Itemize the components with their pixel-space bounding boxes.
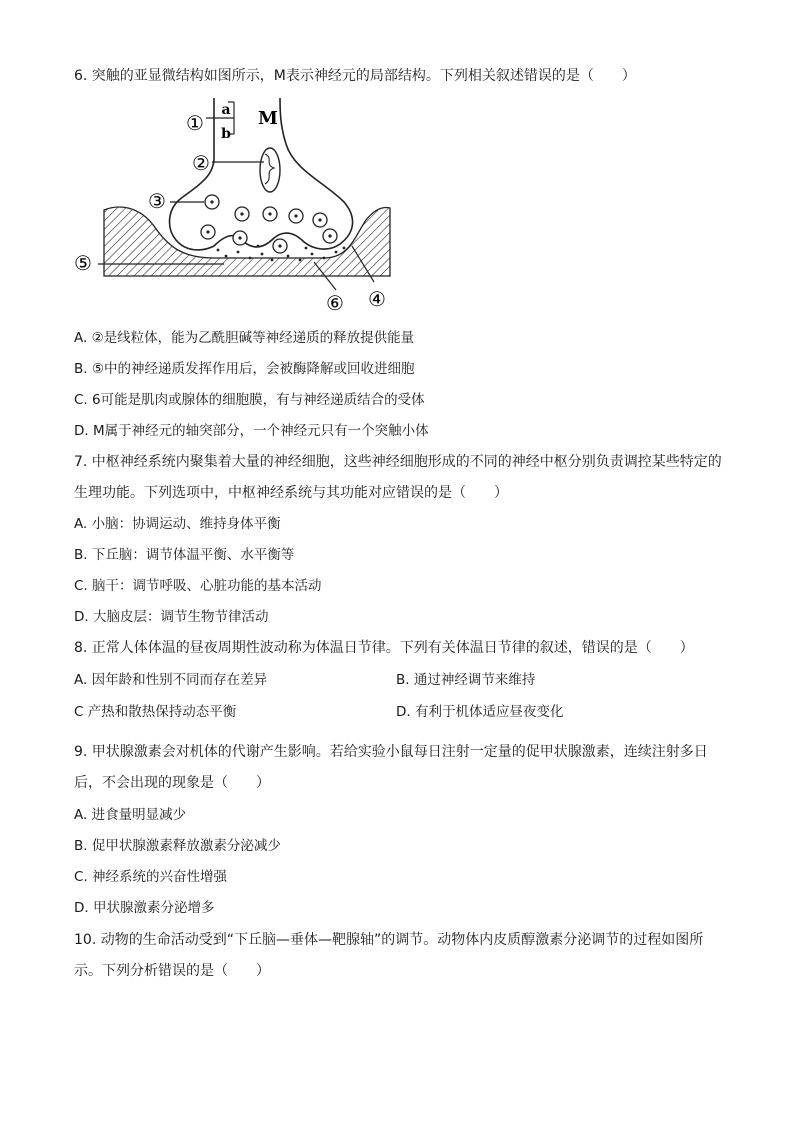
q6-option-c: C. 6可能是肌肉或腺体的细胞膜，有与神经递质结合的受体 [74, 392, 425, 408]
label-3: ③ [148, 189, 166, 213]
label-m: M [258, 108, 278, 129]
label-2: ② [192, 151, 210, 175]
label-5: ⑤ [74, 251, 92, 275]
q7-option-c: C. 脑干：调节呼吸、心脏功能的基本活动 [74, 578, 322, 594]
label-1: ① [186, 111, 204, 135]
q9-option-d: D. 甲状腺激素分泌增多 [74, 900, 215, 916]
q6-option-d: D. M属于神经元的轴突部分，一个神经元只有一个突触小体 [74, 423, 429, 439]
q8-option-b: B. 通过神经调节来维持 [396, 672, 536, 688]
label-6: ⑥ [326, 291, 344, 312]
q9-stem-line2: 后，不会出现的现象是（ ） [74, 775, 270, 791]
q9-option-b: B. 促甲状腺激素释放激素分泌减少 [74, 838, 281, 854]
q9-stem-line1: 9. 甲状腺激素会对机体的代谢产生影响。若给实验小鼠每日注射一定量的促甲状腺激素，连续注射多日 [74, 744, 708, 760]
q8-stem: 8. 正常人体体温的昼夜周期性波动称为体温日节律。下列有关体温日节律的叙述，错误的是（ ） [74, 640, 694, 656]
q6-option-b: B. ⑤中的神经递质发挥作用后，会被酶降解或回收进细胞 [74, 361, 415, 377]
q9-option-a: A. 进食量明显减少 [74, 807, 187, 823]
synapse-diagram [74, 98, 396, 312]
label-b: b [221, 126, 231, 142]
q7-stem-line1: 7. 中枢神经系统内聚集着大量的神经细胞，这些神经细胞形成的不同的神经中枢分别负责调控某些特定的 [74, 454, 722, 470]
q7-option-b: B. 下丘脑：调节体温平衡、水平衡等 [74, 547, 295, 563]
q8-option-a: A. 因年龄和性别不同而存在差异 [74, 672, 268, 688]
q8-option-c: C 产热和散热保持动态平衡 [74, 704, 237, 720]
label-a: a [221, 102, 231, 118]
q9-option-c: C. 神经系统的兴奋性增强 [74, 869, 228, 885]
mitochondrion [260, 148, 280, 192]
label-4: ④ [368, 287, 386, 311]
q10-stem-line1: 10. 动物的生命活动受到“下丘脑—垂体—靶腺轴”的调节。动物体内皮质醇激素分泌调节的过程如图所 [74, 932, 704, 948]
q8-option-d: D. 有利于机体适应昼夜变化 [396, 704, 564, 720]
q7-option-d: D. 大脑皮层：调节生物节律活动 [74, 609, 269, 625]
q6-option-a: A. ②是线粒体，能为乙酰胆碱等神经递质的释放提供能量 [74, 330, 415, 346]
q7-option-a: A. 小脑：协调运动、维持身体平衡 [74, 516, 281, 532]
q7-stem-line2: 生理功能。下列选项中，中枢神经系统与其功能对应错误的是（ ） [74, 485, 508, 501]
q10-stem-line2: 示。下列分析错误的是（ ） [74, 963, 270, 979]
q6-stem: 6. 突触的亚显微结构如图所示，M表示神经元的局部结构。下列相关叙述错误的是（ ） [74, 68, 636, 84]
